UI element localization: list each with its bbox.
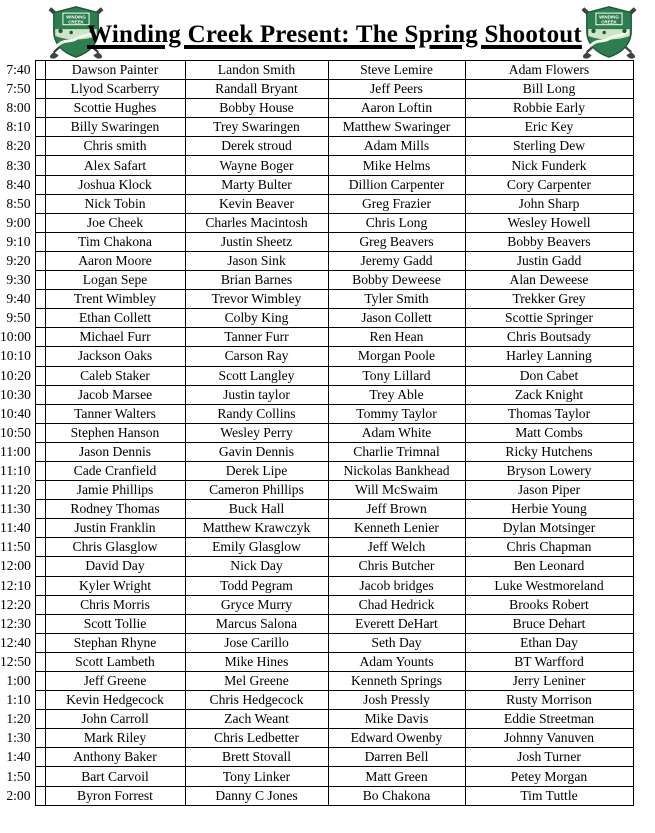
spacer-cell xyxy=(35,118,45,137)
tee-time-label: 9:50 xyxy=(0,309,35,328)
player-name: Jeremy Gadd xyxy=(328,251,465,270)
player-name: Scott Langley xyxy=(185,366,328,385)
spacer-cell xyxy=(35,385,45,404)
player-name: Dylan Motsinger xyxy=(465,519,633,538)
tee-time-label: 1:00 xyxy=(0,672,35,691)
player-name: Aaron Loftin xyxy=(328,99,465,118)
tee-time-row xyxy=(0,118,633,137)
player-name: Derek stroud xyxy=(185,137,328,156)
tee-time-label: 1:40 xyxy=(0,748,35,767)
player-name: Billy Swaringen xyxy=(45,118,185,137)
player-name: Bobby Beavers xyxy=(465,232,633,251)
tee-time-row xyxy=(0,538,633,557)
player-name: Thomas Taylor xyxy=(465,404,633,423)
player-name: Dawson Painter xyxy=(45,61,185,80)
tee-time-label: 1:10 xyxy=(0,691,35,710)
player-name: Will McSwaim xyxy=(328,481,465,500)
player-name: Adam Mills xyxy=(328,137,465,156)
tee-time-label: 12:10 xyxy=(0,576,35,595)
player-name: Eric Key xyxy=(465,118,633,137)
player-name: Kenneth Springs xyxy=(328,672,465,691)
player-name: Byron Forrest xyxy=(45,786,185,805)
player-name: Jose Carillo xyxy=(185,633,328,652)
player-name: Sterling Dew xyxy=(465,137,633,156)
tee-time-row xyxy=(0,672,633,691)
player-name: Carson Ray xyxy=(185,347,328,366)
player-name: Kyler Wright xyxy=(45,576,185,595)
player-name: Scott Tollie xyxy=(45,614,185,633)
spacer-cell xyxy=(35,232,45,251)
player-name: Wesley Howell xyxy=(465,213,633,232)
player-name: Rusty Morrison xyxy=(465,691,633,710)
tee-time-table xyxy=(0,60,634,806)
tee-time-label: 12:00 xyxy=(0,557,35,576)
player-name: Tony Linker xyxy=(185,767,328,786)
player-name: Jeff Peers xyxy=(328,80,465,99)
tee-time-label: 9:10 xyxy=(0,232,35,251)
tee-time-label: 7:40 xyxy=(0,61,35,80)
header xyxy=(0,0,655,60)
spacer-cell xyxy=(35,99,45,118)
player-name: Charlie Trimnal xyxy=(328,442,465,461)
tee-time-label: 8:50 xyxy=(0,194,35,213)
tee-time-row xyxy=(0,366,633,385)
tee-time-label: 8:40 xyxy=(0,175,35,194)
player-name: Alex Safart xyxy=(45,156,185,175)
player-name: Llyod Scarberry xyxy=(45,80,185,99)
player-name: Steve Lemire xyxy=(328,61,465,80)
banner-text-line1: WINDING xyxy=(66,14,86,20)
tee-time-label: 2:00 xyxy=(0,786,35,805)
player-name: Chris Chapman xyxy=(465,538,633,557)
player-name: Trevor Wimbley xyxy=(185,290,328,309)
tee-time-row xyxy=(0,99,633,118)
tee-time-row xyxy=(0,232,633,251)
tee-time-row xyxy=(0,404,633,423)
spacer-cell xyxy=(35,461,45,480)
player-name: Caleb Staker xyxy=(45,366,185,385)
tee-time-label: 8:20 xyxy=(0,137,35,156)
banner-text-line1: WINDING xyxy=(599,14,619,20)
tee-time-label: 9:40 xyxy=(0,290,35,309)
player-name: Everett DeHart xyxy=(328,614,465,633)
player-name: Trent Wimbley xyxy=(45,290,185,309)
player-name: Morgan Poole xyxy=(328,347,465,366)
tee-time-label: 10:30 xyxy=(0,385,35,404)
tee-time-row xyxy=(0,481,633,500)
spacer-cell xyxy=(35,366,45,385)
player-name: Bryson Lowery xyxy=(465,461,633,480)
player-name: John Sharp xyxy=(465,194,633,213)
player-name: Cade Cranfield xyxy=(45,461,185,480)
tree-icon xyxy=(591,29,595,33)
player-name: Jeff Greene xyxy=(45,672,185,691)
player-name: Stephen Hanson xyxy=(45,423,185,442)
tee-time-row xyxy=(0,595,633,614)
player-name: Darren Bell xyxy=(328,748,465,767)
tee-time-label: 1:20 xyxy=(0,710,35,729)
player-name: Alan Deweese xyxy=(465,271,633,290)
spacer-cell xyxy=(35,748,45,767)
player-name: Justin taylor xyxy=(185,385,328,404)
player-name: Matt Green xyxy=(328,767,465,786)
player-name: Bobby House xyxy=(185,99,328,118)
tee-time-label: 11:50 xyxy=(0,538,35,557)
player-name: Petey Morgan xyxy=(465,767,633,786)
player-name: Brett Stovall xyxy=(185,748,328,767)
player-name: Charles Macintosh xyxy=(185,213,328,232)
player-name: Jason Piper xyxy=(465,481,633,500)
spacer-cell xyxy=(35,595,45,614)
tee-time-row xyxy=(0,80,633,99)
spacer-cell xyxy=(35,500,45,519)
player-name: Kevin Hedgecock xyxy=(45,691,185,710)
player-name: Jacob Marsee xyxy=(45,385,185,404)
tee-time-row xyxy=(0,213,633,232)
spacer-cell xyxy=(35,691,45,710)
tee-time-label: 8:30 xyxy=(0,156,35,175)
player-name: Stephan Rhyne xyxy=(45,633,185,652)
tee-time-row xyxy=(0,328,633,347)
schedule-body xyxy=(0,61,633,806)
tee-time-row xyxy=(0,309,633,328)
player-name: Don Cabet xyxy=(465,366,633,385)
player-name: Nick Day xyxy=(185,557,328,576)
player-name: Johnny Vanuven xyxy=(465,729,633,748)
player-name: Todd Pegram xyxy=(185,576,328,595)
player-name: Cory Carpenter xyxy=(465,175,633,194)
spacer-cell xyxy=(35,652,45,671)
player-name: BT Warfford xyxy=(465,652,633,671)
tee-time-label: 9:30 xyxy=(0,271,35,290)
player-name: Matthew Swaringer xyxy=(328,118,465,137)
tee-time-label: 7:50 xyxy=(0,80,35,99)
spacer-cell xyxy=(35,576,45,595)
tee-time-label: 12:30 xyxy=(0,614,35,633)
tee-time-label: 11:40 xyxy=(0,519,35,538)
tee-time-row xyxy=(0,194,633,213)
player-name: Chris Long xyxy=(328,213,465,232)
player-name: Herbie Young xyxy=(465,500,633,519)
tee-time-row xyxy=(0,786,633,805)
player-name: Trekker Grey xyxy=(465,290,633,309)
player-name: Joshua Klock xyxy=(45,175,185,194)
spacer-cell xyxy=(35,423,45,442)
player-name: Gavin Dennis xyxy=(185,442,328,461)
winding-creek-logo-right xyxy=(573,2,645,60)
banner-text-line2: CREEK xyxy=(601,19,617,25)
player-name: Chris smith xyxy=(45,137,185,156)
player-name: Justin Franklin xyxy=(45,519,185,538)
player-name: Tony Lillard xyxy=(328,366,465,385)
player-name: Jacob bridges xyxy=(328,576,465,595)
tee-time-row xyxy=(0,500,633,519)
tee-time-row xyxy=(0,652,633,671)
player-name: Tommy Taylor xyxy=(328,404,465,423)
tee-time-label: 12:40 xyxy=(0,633,35,652)
player-name: Trey Able xyxy=(328,385,465,404)
player-name: Chris Ledbetter xyxy=(185,729,328,748)
player-name: Jerry Leniner xyxy=(465,672,633,691)
spacer-cell xyxy=(35,347,45,366)
tee-time-label: 10:40 xyxy=(0,404,35,423)
spacer-cell xyxy=(35,309,45,328)
player-name: Josh Pressly xyxy=(328,691,465,710)
spacer-cell xyxy=(35,672,45,691)
player-name: Mel Greene xyxy=(185,672,328,691)
banner-text-line2: CREEK xyxy=(68,19,84,25)
player-name: Kenneth Lenier xyxy=(328,519,465,538)
player-name: Jeff Brown xyxy=(328,500,465,519)
player-name: Tyler Smith xyxy=(328,290,465,309)
tee-time-row xyxy=(0,576,633,595)
player-name: Chris Morris xyxy=(45,595,185,614)
spacer-cell xyxy=(35,251,45,270)
spacer-cell xyxy=(35,729,45,748)
tee-time-row xyxy=(0,519,633,538)
title-wrap xyxy=(0,21,655,49)
tee-time-label: 9:00 xyxy=(0,213,35,232)
player-name: Zack Knight xyxy=(465,385,633,404)
spacer-cell xyxy=(35,481,45,500)
tee-time-row xyxy=(0,423,633,442)
player-name: Chris Butcher xyxy=(328,557,465,576)
player-name: Jackson Oaks xyxy=(45,347,185,366)
player-name: Buck Hall xyxy=(185,500,328,519)
player-name: Ricky Hutchens xyxy=(465,442,633,461)
tee-time-label: 11:10 xyxy=(0,461,35,480)
spacer-cell xyxy=(35,614,45,633)
tee-time-label: 10:50 xyxy=(0,423,35,442)
spacer-cell xyxy=(35,710,45,729)
player-name: Chad Hedrick xyxy=(328,595,465,614)
player-name: Aaron Moore xyxy=(45,251,185,270)
tee-time-row xyxy=(0,156,633,175)
player-name: Ethan Day xyxy=(465,633,633,652)
player-name: Adam Younts xyxy=(328,652,465,671)
player-name: Wayne Boger xyxy=(185,156,328,175)
spacer-cell xyxy=(35,328,45,347)
tee-time-row xyxy=(0,290,633,309)
tee-time-label: 11:00 xyxy=(0,442,35,461)
player-name: Michael Furr xyxy=(45,328,185,347)
player-name: Bobby Deweese xyxy=(328,271,465,290)
spacer-cell xyxy=(35,271,45,290)
player-name: Ben Leonard xyxy=(465,557,633,576)
player-name: Chris Boutsady xyxy=(465,328,633,347)
player-name: Trey Swaringen xyxy=(185,118,328,137)
tee-time-row xyxy=(0,385,633,404)
player-name: Harley Lanning xyxy=(465,347,633,366)
player-name: Colby King xyxy=(185,309,328,328)
player-name: Scottie Hughes xyxy=(45,99,185,118)
spacer-cell xyxy=(35,442,45,461)
player-name: Brian Barnes xyxy=(185,271,328,290)
player-name: Wesley Perry xyxy=(185,423,328,442)
player-name: David Day xyxy=(45,557,185,576)
tee-time-row xyxy=(0,614,633,633)
tee-time-label: 1:50 xyxy=(0,767,35,786)
tee-time-row xyxy=(0,442,633,461)
player-name: Brooks Robert xyxy=(465,595,633,614)
tee-time-row xyxy=(0,61,633,80)
spacer-cell xyxy=(35,175,45,194)
player-name: Bo Chakona xyxy=(328,786,465,805)
tee-time-label: 10:10 xyxy=(0,347,35,366)
player-name: Matt Combs xyxy=(465,423,633,442)
tee-time-row xyxy=(0,175,633,194)
tee-time-row xyxy=(0,557,633,576)
tee-time-row xyxy=(0,710,633,729)
tee-time-label: 8:10 xyxy=(0,118,35,137)
player-name: Luke Westmoreland xyxy=(465,576,633,595)
player-name: Chris Glasglow xyxy=(45,538,185,557)
player-name: Greg Frazier xyxy=(328,194,465,213)
player-name: Justin Sheetz xyxy=(185,232,328,251)
player-name: Tim Tuttle xyxy=(465,786,633,805)
tee-time-row xyxy=(0,137,633,156)
player-name: Nick Tobin xyxy=(45,194,185,213)
player-name: Marcus Salona xyxy=(185,614,328,633)
player-name: Joe Cheek xyxy=(45,213,185,232)
player-name: Danny C Jones xyxy=(185,786,328,805)
spacer-cell xyxy=(35,538,45,557)
player-name: Robbie Early xyxy=(465,99,633,118)
tee-time-label: 12:20 xyxy=(0,595,35,614)
tree-icon xyxy=(622,29,626,33)
player-name: Mark Riley xyxy=(45,729,185,748)
player-name: Josh Turner xyxy=(465,748,633,767)
player-name: Seth Day xyxy=(328,633,465,652)
tee-time-row xyxy=(0,729,633,748)
spacer-cell xyxy=(35,404,45,423)
spacer-cell xyxy=(35,213,45,232)
player-name: Greg Beavers xyxy=(328,232,465,251)
spacer-cell xyxy=(35,786,45,805)
player-name: Bart Carvoil xyxy=(45,767,185,786)
tee-time-row xyxy=(0,748,633,767)
tee-time-row xyxy=(0,271,633,290)
tee-time-label: 9:20 xyxy=(0,251,35,270)
player-name: Gryce Murry xyxy=(185,595,328,614)
tee-time-row xyxy=(0,347,633,366)
player-name: Marty Bulter xyxy=(185,175,328,194)
player-name: Jason Collett xyxy=(328,309,465,328)
player-name: Bill Long xyxy=(465,80,633,99)
player-name: Derek Lipe xyxy=(185,461,328,480)
tee-time-label: 10:00 xyxy=(0,328,35,347)
page-title: Winding Creek Present: The Spring Shootout xyxy=(87,21,582,48)
tee-time-label: 11:30 xyxy=(0,500,35,519)
tee-time-row xyxy=(0,767,633,786)
tee-time-row xyxy=(0,691,633,710)
spacer-cell xyxy=(35,557,45,576)
tee-time-label: 1:30 xyxy=(0,729,35,748)
player-name: Emily Glasglow xyxy=(185,538,328,557)
spacer-cell xyxy=(35,137,45,156)
player-name: Anthony Baker xyxy=(45,748,185,767)
player-name: John Carroll xyxy=(45,710,185,729)
tee-time-label: 8:00 xyxy=(0,99,35,118)
player-name: Dillion Carpenter xyxy=(328,175,465,194)
player-name: Nick Funderk xyxy=(465,156,633,175)
player-name: Justin Gadd xyxy=(465,251,633,270)
player-name: Edward Owenby xyxy=(328,729,465,748)
player-name: Mike Davis xyxy=(328,710,465,729)
tree-icon xyxy=(602,31,605,34)
player-name: Bruce Dehart xyxy=(465,614,633,633)
player-name: Mike Helms xyxy=(328,156,465,175)
player-name: Scott Lambeth xyxy=(45,652,185,671)
spacer-cell xyxy=(35,290,45,309)
player-name: Randy Collins xyxy=(185,404,328,423)
spacer-cell xyxy=(35,767,45,786)
tee-time-row xyxy=(0,633,633,652)
spacer-cell xyxy=(35,519,45,538)
player-name: Matthew Krawczyk xyxy=(185,519,328,538)
player-name: Tim Chakona xyxy=(45,232,185,251)
player-name: Kevin Beaver xyxy=(185,194,328,213)
player-name: Scottie Springer xyxy=(465,309,633,328)
player-name: Ren Hean xyxy=(328,328,465,347)
spacer-cell xyxy=(35,61,45,80)
player-name: Jeff Welch xyxy=(328,538,465,557)
tee-time-label: 12:50 xyxy=(0,652,35,671)
player-name: Landon Smith xyxy=(185,61,328,80)
player-name: Jason Sink xyxy=(185,251,328,270)
player-name: Cameron Phillips xyxy=(185,481,328,500)
tee-time-row xyxy=(0,251,633,270)
tee-time-label: 10:20 xyxy=(0,366,35,385)
player-name: Adam White xyxy=(328,423,465,442)
spacer-cell xyxy=(35,633,45,652)
tee-time-row xyxy=(0,461,633,480)
player-name: Tanner Walters xyxy=(45,404,185,423)
player-name: Tanner Furr xyxy=(185,328,328,347)
player-name: Jamie Phillips xyxy=(45,481,185,500)
player-name: Zach Weant xyxy=(185,710,328,729)
player-name: Mike Hines xyxy=(185,652,328,671)
tee-time-label: 11:20 xyxy=(0,481,35,500)
spacer-cell xyxy=(35,194,45,213)
spacer-cell xyxy=(35,80,45,99)
player-name: Eddie Streetman xyxy=(465,710,633,729)
player-name: Logan Sepe xyxy=(45,271,185,290)
player-name: Adam Flowers xyxy=(465,61,633,80)
player-name: Ethan Collett xyxy=(45,309,185,328)
player-name: Nickolas Bankhead xyxy=(328,461,465,480)
spacer-cell xyxy=(35,156,45,175)
player-name: Jason Dennis xyxy=(45,442,185,461)
player-name: Randall Bryant xyxy=(185,80,328,99)
player-name: Rodney Thomas xyxy=(45,500,185,519)
player-name: Chris Hedgecock xyxy=(185,691,328,710)
